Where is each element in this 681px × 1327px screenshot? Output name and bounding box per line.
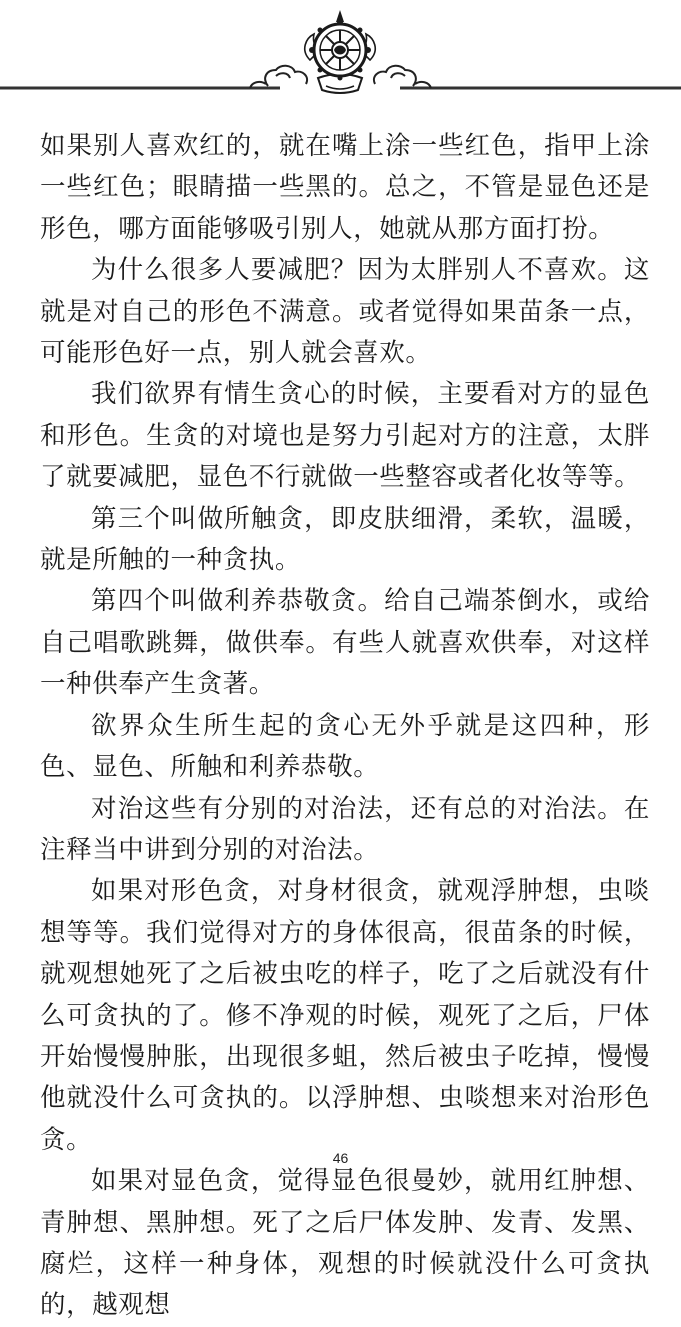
page-body-text	[40, 126, 650, 1327]
paragraph-5: 第四个叫做利养恭敬贪。给自己端茶倒水，或给自己唱歌跳舞，做供奉。有些人就喜欢供奉，对这样一种供奉产生贪著。	[40, 586, 650, 700]
paragraph-6: 欲界众生所生起的贪心无外乎就是这四种，形色、显色、所触和利养恭敬。	[40, 710, 650, 783]
paragraph-7: 对治这些有分别的对治法，还有总的对治法。在注释当中讲到分别的对治法。	[40, 793, 650, 865]
paragraph-1: 如果别人喜欢红的，就在嘴上涂一些红色，指甲上涂一些红色；眼睛描一些黑的。总之，不管是显色还是形色，哪方面能够吸引别人，她就从那方面打扮。	[40, 131, 650, 244]
paragraph-8: 如果对形色贪，对身材很贪，就观浮肿想，虫啖想等等。我们觉得对方的身体很高，很苗条的时候，就观想她死了之后被虫吃的样子，吃了之后就没有什么可贪执的了。修不净观的时候，观死了之后，尸体开始慢慢肿胀，出现很多蛆，然后被虫子吃掉，慢慢他就没什么可贪执的。以浮肿想、虫啖想来对治形色贪。	[40, 876, 650, 1155]
dharma-wheel-icon	[305, 10, 375, 93]
page-number: 46	[332, 1150, 349, 1166]
paragraph-2: 为什么很多人要减肥？因为太胖别人不喜欢。这就是对自己的形色不满意。或者觉得如果苗条一点，可能形色好一点，别人就会喜欢。	[40, 255, 650, 369]
page-header-ornament	[0, 0, 681, 110]
paragraph-3: 我们欲界有情生贪心的时候，主要看对方的显色和形色。生贪的对境也是努力引起对方的注意，太胖了就要减肥，显色不行就做一些整容或者化妆等等。	[40, 379, 650, 493]
header-ornament-graphic	[0, 0, 681, 110]
cloud-left-icon	[250, 66, 307, 88]
paragraph-9: 如果对显色贪，觉得显色很曼妙，就用红肿想、青肿想、黑肿想。死了之后尸体发肿、发青、发黑、腐烂，这样一种身体，观想的时候就没什么可贪执的，越观想	[40, 1166, 650, 1321]
cloud-right-icon	[374, 66, 431, 88]
paragraph-4: 第三个叫做所触贪，即皮肤细滑，柔软，温暖，就是所触的一种贪执。	[40, 503, 650, 576]
